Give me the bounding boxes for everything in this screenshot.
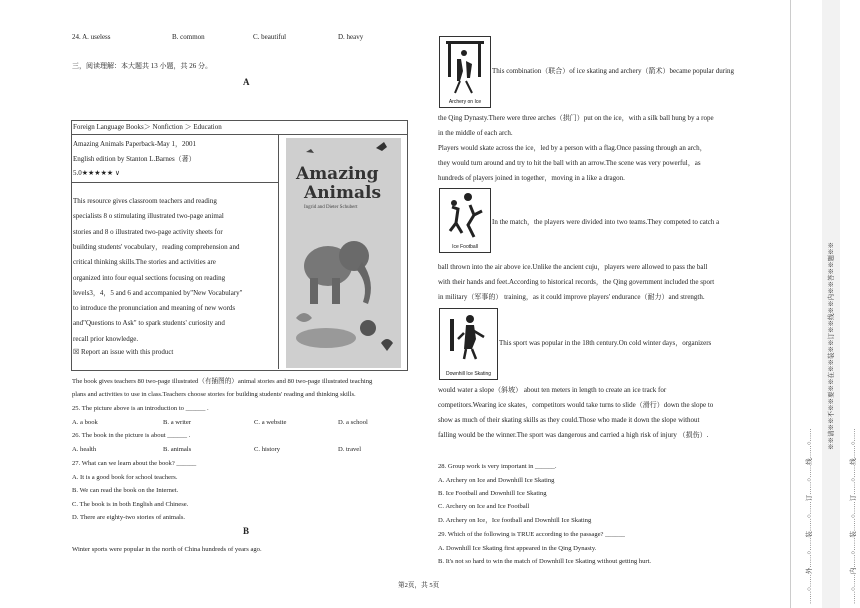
q25-stem: 25. The picture above is an introduction to ______ .	[72, 405, 209, 412]
ice-football-image	[439, 188, 491, 253]
binding-line-outer: ……○……外……○……装……○……订……○……线……○……	[806, 428, 813, 604]
q29-stem: 29. Which of the following is TRUE according to the passage? ______	[438, 531, 625, 538]
skating-icon	[440, 309, 497, 367]
football-text-1: ball thrown into the air above ice.Unlike the ancient cuju，players were allowed to pass the ball	[438, 263, 708, 271]
archery-text-first: This combination（联合）of ice skating and archery（箭术）became popular during	[492, 67, 735, 75]
q24-option-c: C. beautiful	[253, 33, 287, 41]
q28-option-a: A. Archery on Ice and Downhill Ice Skating	[438, 477, 555, 484]
divider	[278, 134, 279, 369]
q26-option-d: D. travel	[338, 446, 362, 453]
description-line: recall prior knowledge.	[73, 334, 139, 343]
football-caption: Ice Football	[452, 244, 478, 250]
q24-option-a: 24. A. useless	[72, 33, 111, 41]
binding-line-inner: ……○……内……○……装……○……订……○……线……○……	[850, 428, 857, 604]
q26-stem: 26. The book in the picture is about ______ .	[72, 432, 191, 439]
description-line: critical thinking skills.The stories and activities are	[73, 258, 216, 267]
football-text-first: In the match，the players were divided into two teams.They competed to catch a	[492, 218, 720, 226]
binding-strip-inner	[842, 0, 860, 608]
description-line: to introduce the pronunciation and meaning of new words	[73, 304, 236, 313]
binding-notice: ※※请※※不※※要※※在※※装※※订※※线※※内※※答※※题※※	[828, 242, 835, 450]
archery-text-4: they would turn around and try to hit the ball with an arrow.The scene was very powerful，as	[438, 159, 701, 167]
q25-option-a: A. a book	[72, 419, 98, 426]
report-issue-link[interactable]: ☒ Report an issue with this product	[73, 348, 174, 356]
q25-option-b: B. a writer	[163, 419, 192, 426]
archery-icon	[440, 37, 490, 97]
q27-stem: 27. What can we learn about the book? ______	[72, 460, 197, 467]
cover-title-line2: Animals	[304, 183, 382, 203]
passage-a-letter: A	[243, 77, 250, 87]
binding-strip-outer	[797, 0, 819, 608]
book-cover-image	[286, 138, 401, 368]
divider	[71, 134, 407, 135]
q24-option-d: D. heavy	[338, 33, 364, 41]
downhill-skating-image	[439, 308, 498, 380]
margin-rule	[790, 0, 791, 608]
q26-option-c: C. history	[254, 446, 281, 453]
q29-option-a: A. Downhill Ice Skating first appeared in the Qing Dynasty.	[438, 545, 597, 552]
page-footer: 第2页，共 5页	[398, 582, 440, 589]
description-line: and"Questions to Ask" to spark students' curiosity and	[73, 319, 225, 328]
description-line: organized into four equal sections focusing on reading	[73, 273, 226, 282]
skating-text-3: show as much of their skating skills as they could.Those who made it down the slope without	[438, 416, 700, 424]
description-line: This resource gives classroom teachers and reading	[73, 197, 217, 205]
skating-text-1: would water a slope（斜坡） about ten meters in length to create an ice track for	[438, 386, 667, 394]
archery-text-3: Players would skate across the ice，led by a person with a flag.Once passing through an arch，	[438, 144, 707, 152]
description-line: building students' vocabulary，reading comprehension and	[73, 242, 240, 251]
skating-caption: Downhill Ice Skating	[445, 371, 492, 377]
archery-text-1: the Qing Dynasty.There were three arches（拱门）put on the ice，with a silk ball hung by a rope	[438, 114, 714, 122]
elephant-illustration	[286, 138, 401, 368]
q27-option-b: B. We can read the book on the Internet.	[72, 487, 179, 494]
binding-notice-strip	[822, 0, 840, 608]
book-note-line1: The book gives teachers 80 two-page illustrated（有插图的）animal stories and 80 two-page illustrated teaching	[72, 378, 373, 385]
q27-option-a: A. It is a good book for school teachers.	[72, 474, 178, 481]
archery-caption: Archery on Ice	[448, 99, 482, 105]
skating-text-4: falling would be the winner.The sport was dangerous and carried a high risk of injury （损伤）.	[438, 431, 709, 439]
q28-option-d: D. Archery on Ice，Ice football and Downhill Ice Skating	[438, 517, 592, 524]
book-edition: Amazing Animals Paperback-May 1，2001	[73, 140, 197, 148]
book-note-line2: plans and activities to use in class.Teachers choose stories for building students' reading and thinking skills.	[72, 391, 356, 398]
football-text-3: in military（军事的） training，as it could improve players' endurance（耐力）and strength.	[438, 293, 705, 301]
q27-option-d: D. There are eighty-two stories of animals.	[72, 514, 186, 521]
q24-option-b: B. common	[172, 33, 205, 41]
cover-authors: Ingrid and Dieter Schubert	[304, 205, 358, 210]
description-line: stories and 8 o illustrated two-page activity sheets for	[73, 227, 223, 236]
book-rating: 5.0★★★★★ ∨	[73, 169, 121, 177]
football-text-2: with their hands and feet.According to historical records，the Qing government included the sport	[438, 278, 715, 286]
q26-option-b: B. animals	[163, 446, 192, 453]
divider	[71, 182, 279, 183]
book-author: English edition by Stanton L.Barnes（著）	[73, 155, 196, 163]
q25-option-d: D. a school	[338, 419, 368, 426]
q25-option-c: C. a website	[254, 419, 287, 426]
archery-text-2: in the middle of each arch.	[438, 129, 513, 137]
skating-text-first: This sport was popular in the 18th century.On cold winter days，organizers	[499, 339, 712, 347]
q29-option-b: B. It's not so hard to win the match of Downhill Ice Skating without getting hurt.	[438, 558, 652, 565]
skating-text-2: competitors.Wearing ice skates，competitors would take turns to slide（滑行）down the slope to	[438, 401, 714, 409]
passage-b-letter: B	[243, 526, 250, 536]
passage-b-intro: Winter sports were popular in the north of China hundreds of years ago.	[72, 546, 262, 553]
description-line: specialists 8 o stimulating illustrated two-page animal	[73, 212, 224, 221]
cover-title-line1: Amazing	[296, 164, 379, 184]
breadcrumb: Foreign Language Books＞ Nonfiction ＞ Education	[73, 123, 222, 131]
q28-option-b: B. Ice Football and Downhill Ice Skating	[438, 490, 547, 497]
q27-option-c: C. The book is in both English and Chinese.	[72, 501, 189, 508]
q28-stem: 28. Group work is very important in ______.	[438, 463, 557, 470]
q26-option-a: A. health	[72, 446, 97, 453]
archery-on-ice-image	[439, 36, 491, 108]
section-heading: 三，阅读理解：本大题共 13 小题，共 26 分。	[72, 62, 212, 70]
archery-text-5: hundreds of players joined in together，moving in a like a dragon.	[438, 174, 625, 182]
football-icon	[440, 189, 490, 241]
description-line: levels3，4，5 and 6 and accompanied by"New Vocabulary"	[73, 288, 243, 297]
q28-option-c: C. Archery on Ice and Ice Football	[438, 503, 530, 510]
